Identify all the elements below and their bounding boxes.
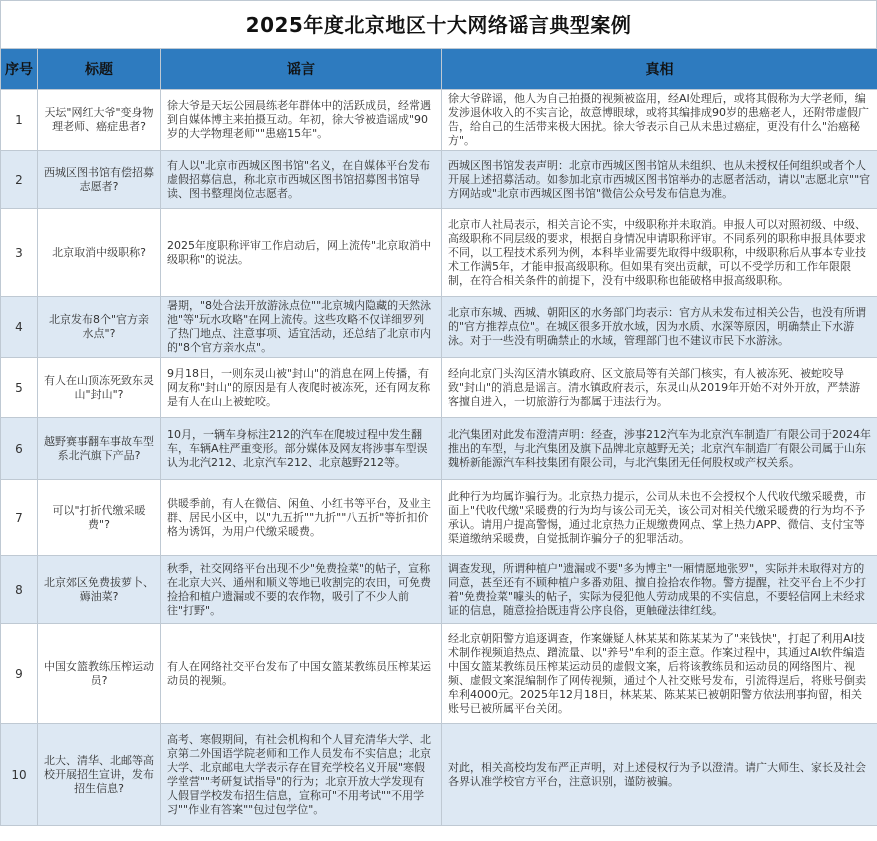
row-rumor: 9月18日，一则东灵山被"封山"的消息在网上传播，有网友称"封山"的原因是有人夜爬时被冻死，还有网友称是有人在山上被蛇咬。 bbox=[161, 358, 442, 418]
row-title: 西城区图书馆有偿招募志愿者? bbox=[38, 151, 161, 209]
row-title: 北京发布8个"官方亲水点"? bbox=[38, 297, 161, 358]
row-number: 2 bbox=[1, 151, 38, 209]
header-truth: 真相 bbox=[442, 49, 877, 90]
header-rumor: 谣言 bbox=[161, 49, 442, 90]
row-truth: 经向北京门头沟区清水镇政府、区文旅局等有关部门核实，有人被冻死、被蛇咬导致"封山"的消息是谣言。清水镇政府表示，东灵山从2019年开始不对外开放，严禁游客擅自进入，一切旅游行为都属于违法行为。 bbox=[442, 358, 877, 418]
row-rumor: 有人在网络社交平台发布了中国女篮某教练员压榨某运动员的视频。 bbox=[161, 624, 442, 724]
row-title: 有人在山顶冻死致东灵山"封山"? bbox=[38, 358, 161, 418]
rumor-cases-table bbox=[0, 48, 877, 826]
table-row bbox=[1, 151, 877, 209]
row-number: 3 bbox=[1, 209, 38, 297]
table-row bbox=[1, 480, 877, 556]
row-rumor: 10月，一辆车身标注212的汽车在爬坡过程中发生翻车，车辆A柱严重变形。部分媒体及网友将涉事车型误认为北汽212、北京汽车212、北京越野212等。 bbox=[161, 418, 442, 480]
table-row bbox=[1, 358, 877, 418]
row-truth: 此种行为均属诈骗行为。北京热力提示，公司从未也不会授权个人代收代缴采暖费，市面上"代收代缴"采暖费的行为均与该公司无关，该公司对相关代缴采暖费的行为均不予承认。请用户提高警惕，通过北京热力正规缴费网点、掌上热力APP、微信、支付宝等渠道缴纳采暖费，自觉抵制诈骗分子的犯罪活动。 bbox=[442, 480, 877, 556]
row-number: 10 bbox=[1, 724, 38, 826]
table-row bbox=[1, 418, 877, 480]
table-header-row bbox=[1, 49, 877, 90]
row-truth: 北京市人社局表示，相关言论不实，中级职称并未取消。申报人可以对照初级、中级、高级职称不同层级的要求，根据自身情况申请职称评审。不同系列的职称申报具体要求不同，以工程技术系列为例，本科毕业需要先取得中级职称，中级职称后从事本专业技术工作满5年，才能申报高级职称。但如果有突出贡献，可以不受学历和工作年限限制，在符合相关条件的前提下，没有中级职称也能破格申报高级职称。 bbox=[442, 209, 877, 297]
row-number: 6 bbox=[1, 418, 38, 480]
row-title: 北大、清华、北邮等高校开展招生宣讲，发布招生信息? bbox=[38, 724, 161, 826]
row-truth: 北京市东城、西城、朝阳区的水务部门均表示：官方从未发布过相关公告，也没有所谓的"官方推荐点位"。在城区很多开放水域，因为水质、水深等原因，明确禁止下水游泳。对于一些没有明确禁止的水域，管理部门也不建议市民下水游泳。 bbox=[442, 297, 877, 358]
row-number: 4 bbox=[1, 297, 38, 358]
row-truth: 对此，相关高校均发布严正声明，对上述侵权行为予以澄清。请广大师生、家长及社会各界认准学校官方平台，注意识别，谨防被骗。 bbox=[442, 724, 877, 826]
row-rumor: 徐大爷是天坛公园晨练老年群体中的活跃成员，经常遇到自媒体博主来拍摄互动。年初，徐大爷被造谣成"90岁的大学物理老师""患癌15年"。 bbox=[161, 90, 442, 151]
row-rumor: 2025年度职称评审工作启动后，网上流传"北京取消中级职称"的说法。 bbox=[161, 209, 442, 297]
row-truth: 西城区图书馆发表声明：北京市西城区图书馆从未组织、也从未授权任何组织或者个人开展上述招募活动。如参加北京市西城区图书馆举办的志愿者活动，请以"志愿北京""官方网站或"北京市西城区图书馆"微信公众号发布信息为准。 bbox=[442, 151, 877, 209]
row-number: 5 bbox=[1, 358, 38, 418]
row-truth: 北汽集团对此发布澄清声明：经查，涉事212汽车为北京汽车制造厂有限公司于2024年推出的车型，与北汽集团及旗下品牌北京越野无关；北京汽车制造厂有限公司属于山东魏桥新能源汽车科技集团有限公司，与北汽集团无任何股权或产权关系。 bbox=[442, 418, 877, 480]
page-title: 2025年度北京地区十大网络谣言典型案例 bbox=[0, 0, 877, 48]
table-row bbox=[1, 297, 877, 358]
row-title: 中国女篮教练压榨运动员? bbox=[38, 624, 161, 724]
row-truth: 调查发现，所谓种植户"遗漏或不要"多为博主"一厢情愿地张罗"，实际并未取得对方的同意，甚至还有不顾种植户多番劝阻、擅自捡拾农作物。警方提醒，社交平台上不少打着"免费捡菜"噱头的帖子，实际为侵犯他人劳动成果的不实信息，不要轻信网上未经求证的信息，随意捡拾既违背公序良俗，更触碰法律红线。 bbox=[442, 556, 877, 624]
row-title: 天坛"网红大爷"变身物理老师、癌症患者? bbox=[38, 90, 161, 151]
row-number: 8 bbox=[1, 556, 38, 624]
row-truth: 经北京朝阳警方追逐调查，作案嫌疑人林某某和陈某某为了"来钱快"，打起了利用AI技术制作视频追热点、蹭流量、以"养号"牟利的歪主意。作案过程中，其通过AI软件编造中国女篮某教练员压榨某运动员的虚假文案，后将该教练员和运动员的网络图片、视频、虚假文案混编制作了网传视频，通过个人社交账号发布，引流得逞后，将账号倒卖牟利4000元。2025年12月18日，林某某、陈某某已被朝阳警方依法刑事拘留，相关账号已被所属平台关闭。 bbox=[442, 624, 877, 724]
header-title: 标题 bbox=[38, 49, 161, 90]
table-row bbox=[1, 209, 877, 297]
row-rumor: 秋季，社交网络平台出现不少"免费捡菜"的帖子，宣称在北京大兴、通州和顺义等地已收割完的农田，可免费捡拾和植户遗漏或不要的农作物，吸引了不少人前往"打野"。 bbox=[161, 556, 442, 624]
table-row bbox=[1, 556, 877, 624]
row-title: 北京取消中级职称? bbox=[38, 209, 161, 297]
header-no: 序号 bbox=[1, 49, 38, 90]
row-rumor: 高考、寒假期间，有社会机构和个人冒充清华大学、北京第二外国语学院老师和工作人员发布不实信息；北京大学、北京邮电大学表示存在冒充学校名义开展"寒假学堂营""考研复试指导"的行为；北京开放大学发现有人假冒学校发布招生信息，宣称可"不用考试""不用学习""作业有答案""包过包学位"。 bbox=[161, 724, 442, 826]
row-number: 9 bbox=[1, 624, 38, 724]
row-title: 北京郊区免费拔萝卜、薅油菜? bbox=[38, 556, 161, 624]
row-title: 可以"打折代缴采暖费"? bbox=[38, 480, 161, 556]
table-row bbox=[1, 90, 877, 151]
row-rumor: 暑期，"8处合法开放游泳点位""北京城内隐藏的天然泳池"等"玩水攻略"在网上流传。这些攻略不仅详细罗列了热门地点、注意事项、适宜活动，还总结了北京市内的"8个官方亲水点"。 bbox=[161, 297, 442, 358]
row-number: 1 bbox=[1, 90, 38, 151]
table-row bbox=[1, 624, 877, 724]
row-truth: 徐大爷辟谣，他人为自己拍摄的视频被盗用，经AI处理后，或将其假称为大学老师，编发涉退休收入的不实言论，故意博眼球，或将其编排成90岁的患癌老人，还附带虚假广告，给自己的生活带来极大困扰。徐大爷表示自己从未患过癌症，更没有什么"治癌秘方"。 bbox=[442, 90, 877, 151]
row-rumor: 有人以"北京市西城区图书馆"名义，在自媒体平台发布虚假招募信息，称北京市西城区图书馆招募图书馆导读、图书整理岗位志愿者。 bbox=[161, 151, 442, 209]
row-title: 越野赛事翻车事故车型系北汽旗下产品? bbox=[38, 418, 161, 480]
row-number: 7 bbox=[1, 480, 38, 556]
row-rumor: 供暖季前，有人在微信、闲鱼、小红书等平台，及业主群、居民小区中，以"九五折""九折""八五折"等折扣价格为诱饵，为用户代缴采暖费。 bbox=[161, 480, 442, 556]
table-row bbox=[1, 724, 877, 826]
